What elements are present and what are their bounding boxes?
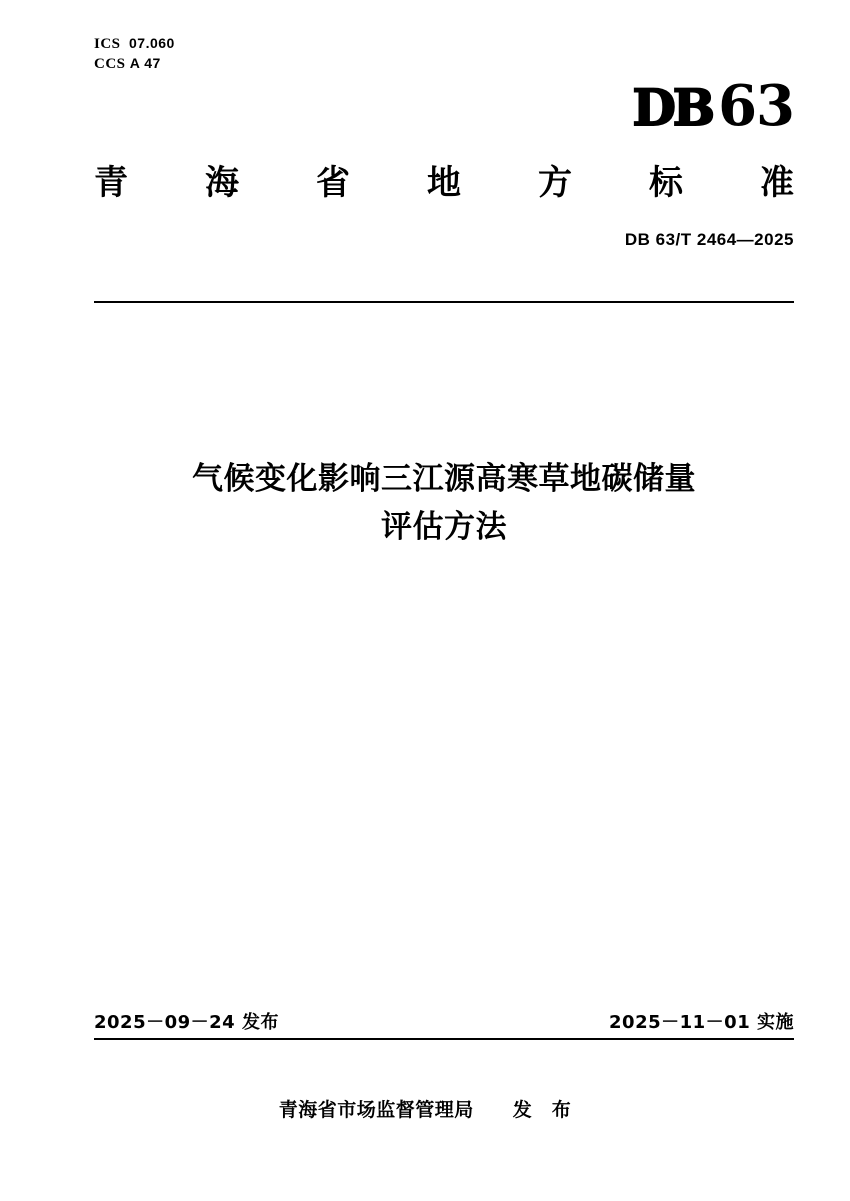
ics-label: ICS [94,36,121,52]
effective-date: 2025－11－01 实施 [609,1012,794,1033]
page-title [94,455,794,551]
series-title-char: 标 [649,163,683,203]
ccs-line [94,54,175,74]
header-divider [94,301,794,303]
ccs-value: A 47 [129,55,161,72]
series-title-char: 准 [760,163,794,203]
classification-block [94,34,175,75]
standard-series-title [94,155,794,204]
document-title-line1: 气候变化影响三江源高寒草地碳储量 [192,461,696,497]
series-title-char: 地 [427,163,461,203]
db-logo-number: 63 [718,73,794,139]
ics-line [94,34,175,54]
dates-row [94,1008,794,1034]
db63-logo [632,73,794,139]
standard-number: DB 63/T 2464—2025 [624,230,794,249]
publisher-name: 青海省市场监督管理局 发 布 [278,1099,572,1121]
db-logo-prefix: DB [632,78,713,137]
footer-divider [94,1038,794,1040]
ics-value: 07.060 [129,35,175,51]
series-title-char: 省 [316,163,350,203]
series-title-char: 青 [94,163,128,203]
ccs-label: CCS [94,56,126,73]
series-title-char: 方 [538,163,572,203]
series-title-char: 海 [205,163,239,203]
document-title-line2: 评估方法 [381,509,507,546]
issue-date: 2025－09－24 发布 [94,1012,279,1033]
